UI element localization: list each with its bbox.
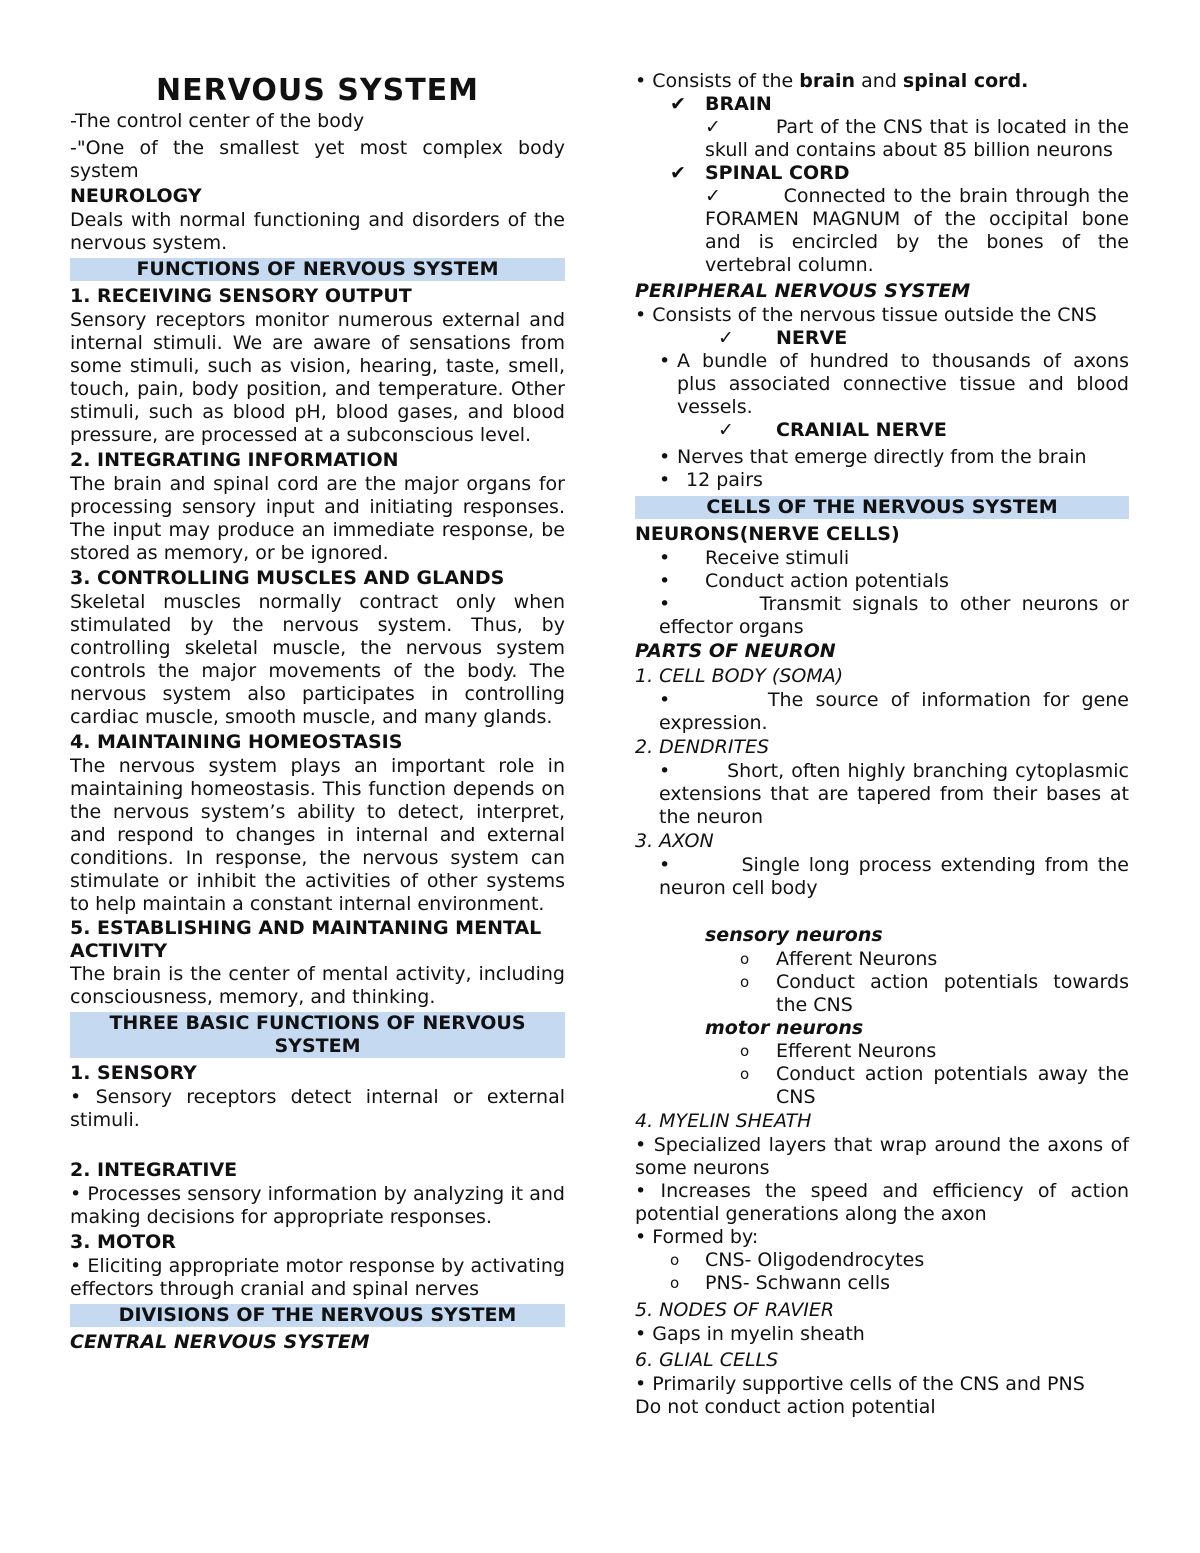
bullet-icon: •: [635, 70, 647, 92]
motor-text: • Eliciting appropriate motor response by activating effectors through cranial and spinal nerves: [70, 1255, 565, 1300]
brain-heading-row: [635, 93, 1129, 116]
bullet-icon: •: [635, 1373, 647, 1395]
check-icon: ✓: [705, 185, 723, 207]
cranial-text-row-2: • 12 pairs: [659, 469, 763, 491]
check-icon: ✔: [670, 162, 686, 184]
motor-heading: 3. MOTOR: [70, 1231, 176, 1253]
function-2-heading: 2. INTEGRATING INFORMATION: [70, 449, 399, 471]
function-3-heading: 3. CONTROLLING MUSCLES AND GLANDS: [70, 567, 505, 589]
divisions-band: DIVISIONS OF THE NERVOUS SYSTEM: [70, 1304, 565, 1327]
bullet-icon: •: [659, 854, 671, 876]
spacer: [635, 900, 1129, 925]
circle-bullet-icon: o: [740, 1042, 750, 1060]
three-functions-band: THREE BASIC FUNCTIONS OF NERVOUS SYSTEM: [70, 1012, 565, 1058]
part-5-heading: 5. NODES OF RAVIER: [635, 1299, 835, 1321]
cord-text: ✓ Connected to the brain through the FORAMEN MAGNUM of the occipital bone and is encircled by the bones of the vertebral column.: [705, 185, 1129, 276]
bullet-icon: •: [659, 593, 671, 615]
left-column: [70, 68, 565, 1355]
integrative-heading: 2. INTEGRATIVE: [70, 1159, 238, 1181]
neurology-text: Deals with normal functioning and disorders of the nervous system.: [70, 209, 565, 254]
circle-bullet-icon: o: [670, 1274, 680, 1292]
pns-heading: PERIPHERAL NERVOUS SYSTEM: [635, 280, 971, 302]
spacer: [70, 1132, 565, 1157]
part-4-text-1: • Specialized layers that wrap around the axons of some neurons: [635, 1134, 1129, 1179]
sensory-item-2: o Conduct action potentials towards the CNS: [740, 971, 1129, 1016]
myelin-item-1: o CNS- Oligodendrocytes: [670, 1249, 925, 1271]
brain-heading: BRAIN: [705, 93, 772, 115]
function-1-text: Sensory receptors monitor numerous external and internal stimuli. We are aware of sensations from some stimuli, such as vision, hearing, taste, smell, touch, pain, body position, and temperature. Other stimuli, such as blood pH, blood gases, and blood pressure, are processed at a subconscious level.: [70, 309, 565, 446]
cranial-heading: CRANIAL NERVE: [776, 419, 947, 441]
part-1-heading: 1. CELL BODY (SOMA): [635, 665, 844, 687]
bullet-icon: •: [70, 1086, 82, 1108]
check-icon: ✓: [718, 419, 734, 441]
part-4-text-3: • Formed by:: [635, 1226, 759, 1248]
bullet-icon: •: [70, 1255, 82, 1277]
bullet-icon: •: [659, 547, 671, 569]
part-3-text: • Single long process extending from the neuron cell body: [659, 854, 1129, 899]
circle-bullet-icon: o: [740, 950, 750, 968]
motor-neurons-heading: motor neurons: [705, 1017, 864, 1039]
myelin-item-2: o PNS- Schwann cells: [670, 1272, 891, 1294]
part-3-heading: 3. AXON: [635, 830, 714, 852]
right-column: [635, 68, 1129, 1419]
bullet-icon: •: [635, 304, 647, 326]
sensory-heading: 1. SENSORY: [70, 1062, 197, 1084]
parts-heading: PARTS OF NEURON: [635, 640, 836, 662]
nerve-text-row: [635, 350, 1129, 419]
bullet-icon: •: [659, 350, 671, 372]
function-1-heading: 1. RECEIVING SENSORY OUTPUT: [70, 285, 412, 307]
bullet-icon: •: [70, 1183, 82, 1205]
cord-heading: SPINAL CORD: [705, 162, 850, 184]
bullet-icon: •: [659, 469, 671, 491]
motor-item-1: o Efferent Neurons: [740, 1040, 937, 1062]
part-6-heading: 6. GLIAL CELLS: [635, 1349, 779, 1371]
circle-bullet-icon: o: [740, 973, 750, 991]
bullet-icon: •: [635, 1180, 647, 1202]
function-4-heading: 4. MAINTAINING HOMEOSTASIS: [70, 731, 403, 753]
functions-band: FUNCTIONS OF NERVOUS SYSTEM: [70, 258, 565, 281]
function-5-text: The brain is the center of mental activity, including consciousness, memory, and thinking.: [70, 963, 565, 1008]
nerve-heading-row: [635, 327, 1129, 350]
sensory-item-1: o Afferent Neurons: [740, 948, 938, 970]
part-5-text: • Gaps in myelin sheath: [635, 1323, 865, 1345]
function-4-text: The nervous system plays an important role in maintaining homeostasis. This function depends on the nervous system’s ability to detect, interpret, and respond to changes in internal and external conditions. In response, the nervous system can stimulate or inhibit the activities of other systems to help maintain a constant internal environment.: [70, 755, 565, 915]
nerve-text: A bundle of hundred to thousands of axons plus associated connective tissue and blood vessels.: [677, 350, 1129, 418]
page-title: NERVOUS SYSTEM: [155, 73, 480, 108]
part-1-text: • The source of information for gene expression.: [659, 689, 1129, 734]
integrative-text: • Processes sensory information by analyzing it and making decisions for appropriate responses.: [70, 1183, 565, 1228]
function-2-text: The brain and spinal cord are the major organs for processing sensory input and initiating responses. The input may produce an immediate response, be stored as memory, or be ignored.: [70, 473, 565, 564]
check-icon: ✓: [705, 116, 722, 138]
intro-line-2: -"One of the smallest yet most complex body system: [70, 137, 565, 182]
bullet-icon: •: [659, 446, 671, 468]
neuron-item-1: • Receive stimuli: [659, 547, 850, 569]
neurology-heading: NEUROLOGY: [70, 185, 202, 207]
bullet-icon: •: [635, 1134, 647, 1156]
sensory-text: • Sensory receptors detect internal or external stimuli.: [70, 1086, 565, 1131]
part-6-text-2: Do not conduct action potential: [635, 1396, 936, 1418]
pns-text: • Consists of the nervous tissue outside the CNS: [635, 304, 1097, 326]
bullet-icon: •: [659, 689, 671, 711]
circle-bullet-icon: o: [740, 1065, 750, 1083]
function-3-text: Skeletal muscles normally contract only when stimulated by the nervous system. Thus, by controlling skeletal muscle, the nervous system controls the major movements of the body. The nervous system also participates in controlling cardiac muscle, smooth muscle, and many glands.: [70, 591, 565, 728]
bullet-icon: •: [635, 1226, 647, 1248]
neurons-heading: NEURONS(NERVE CELLS): [635, 523, 900, 545]
sensory-neurons-heading: sensory neurons: [705, 924, 883, 946]
cns-heading: CENTRAL NERVOUS SYSTEM: [70, 1331, 370, 1353]
function-5-heading: 5. ESTABLISHING AND MAINTANING MENTAL ACTIVITY: [70, 917, 542, 962]
motor-item-2: o Conduct action potentials away the CNS: [740, 1063, 1129, 1108]
part-2-heading: 2. DENDRITES: [635, 736, 770, 758]
cranial-text-row-1: • Nerves that emerge directly from the brain: [659, 446, 1087, 468]
cells-band: CELLS OF THE NERVOUS SYSTEM: [635, 496, 1129, 519]
check-icon: ✔: [670, 93, 686, 115]
check-icon: ✓: [718, 327, 734, 349]
bullet-icon: •: [659, 570, 671, 592]
neuron-item-3: • Transmit signals to other neurons or effector organs: [659, 593, 1129, 638]
part-4-heading: 4. MYELIN SHEATH: [635, 1110, 812, 1132]
part-4-text-2: • Increases the speed and efficiency of action potential generations along the axon: [635, 1180, 1129, 1225]
part-6-text-1: • Primarily supportive cells of the CNS and PNS: [635, 1373, 1085, 1395]
cord-heading-row: [635, 162, 1129, 185]
intro-line-1: -The control center of the body: [70, 110, 365, 132]
neuron-item-2: • Conduct action potentials: [659, 570, 949, 592]
part-2-text: • Short, often highly branching cytoplasmic extensions that are tapered from their bases at the neuron: [659, 760, 1129, 828]
nerve-heading: NERVE: [776, 327, 848, 349]
bullet-icon: •: [635, 1323, 647, 1345]
cranial-heading-row: [635, 419, 1129, 442]
bullet-icon: •: [659, 760, 671, 782]
cns-consists: • Consists of the brain and spinal cord.: [635, 70, 1029, 92]
brain-text: ✓ Part of the CNS that is located in the skull and contains about 85 billion neurons: [705, 116, 1129, 161]
circle-bullet-icon: o: [670, 1251, 680, 1269]
